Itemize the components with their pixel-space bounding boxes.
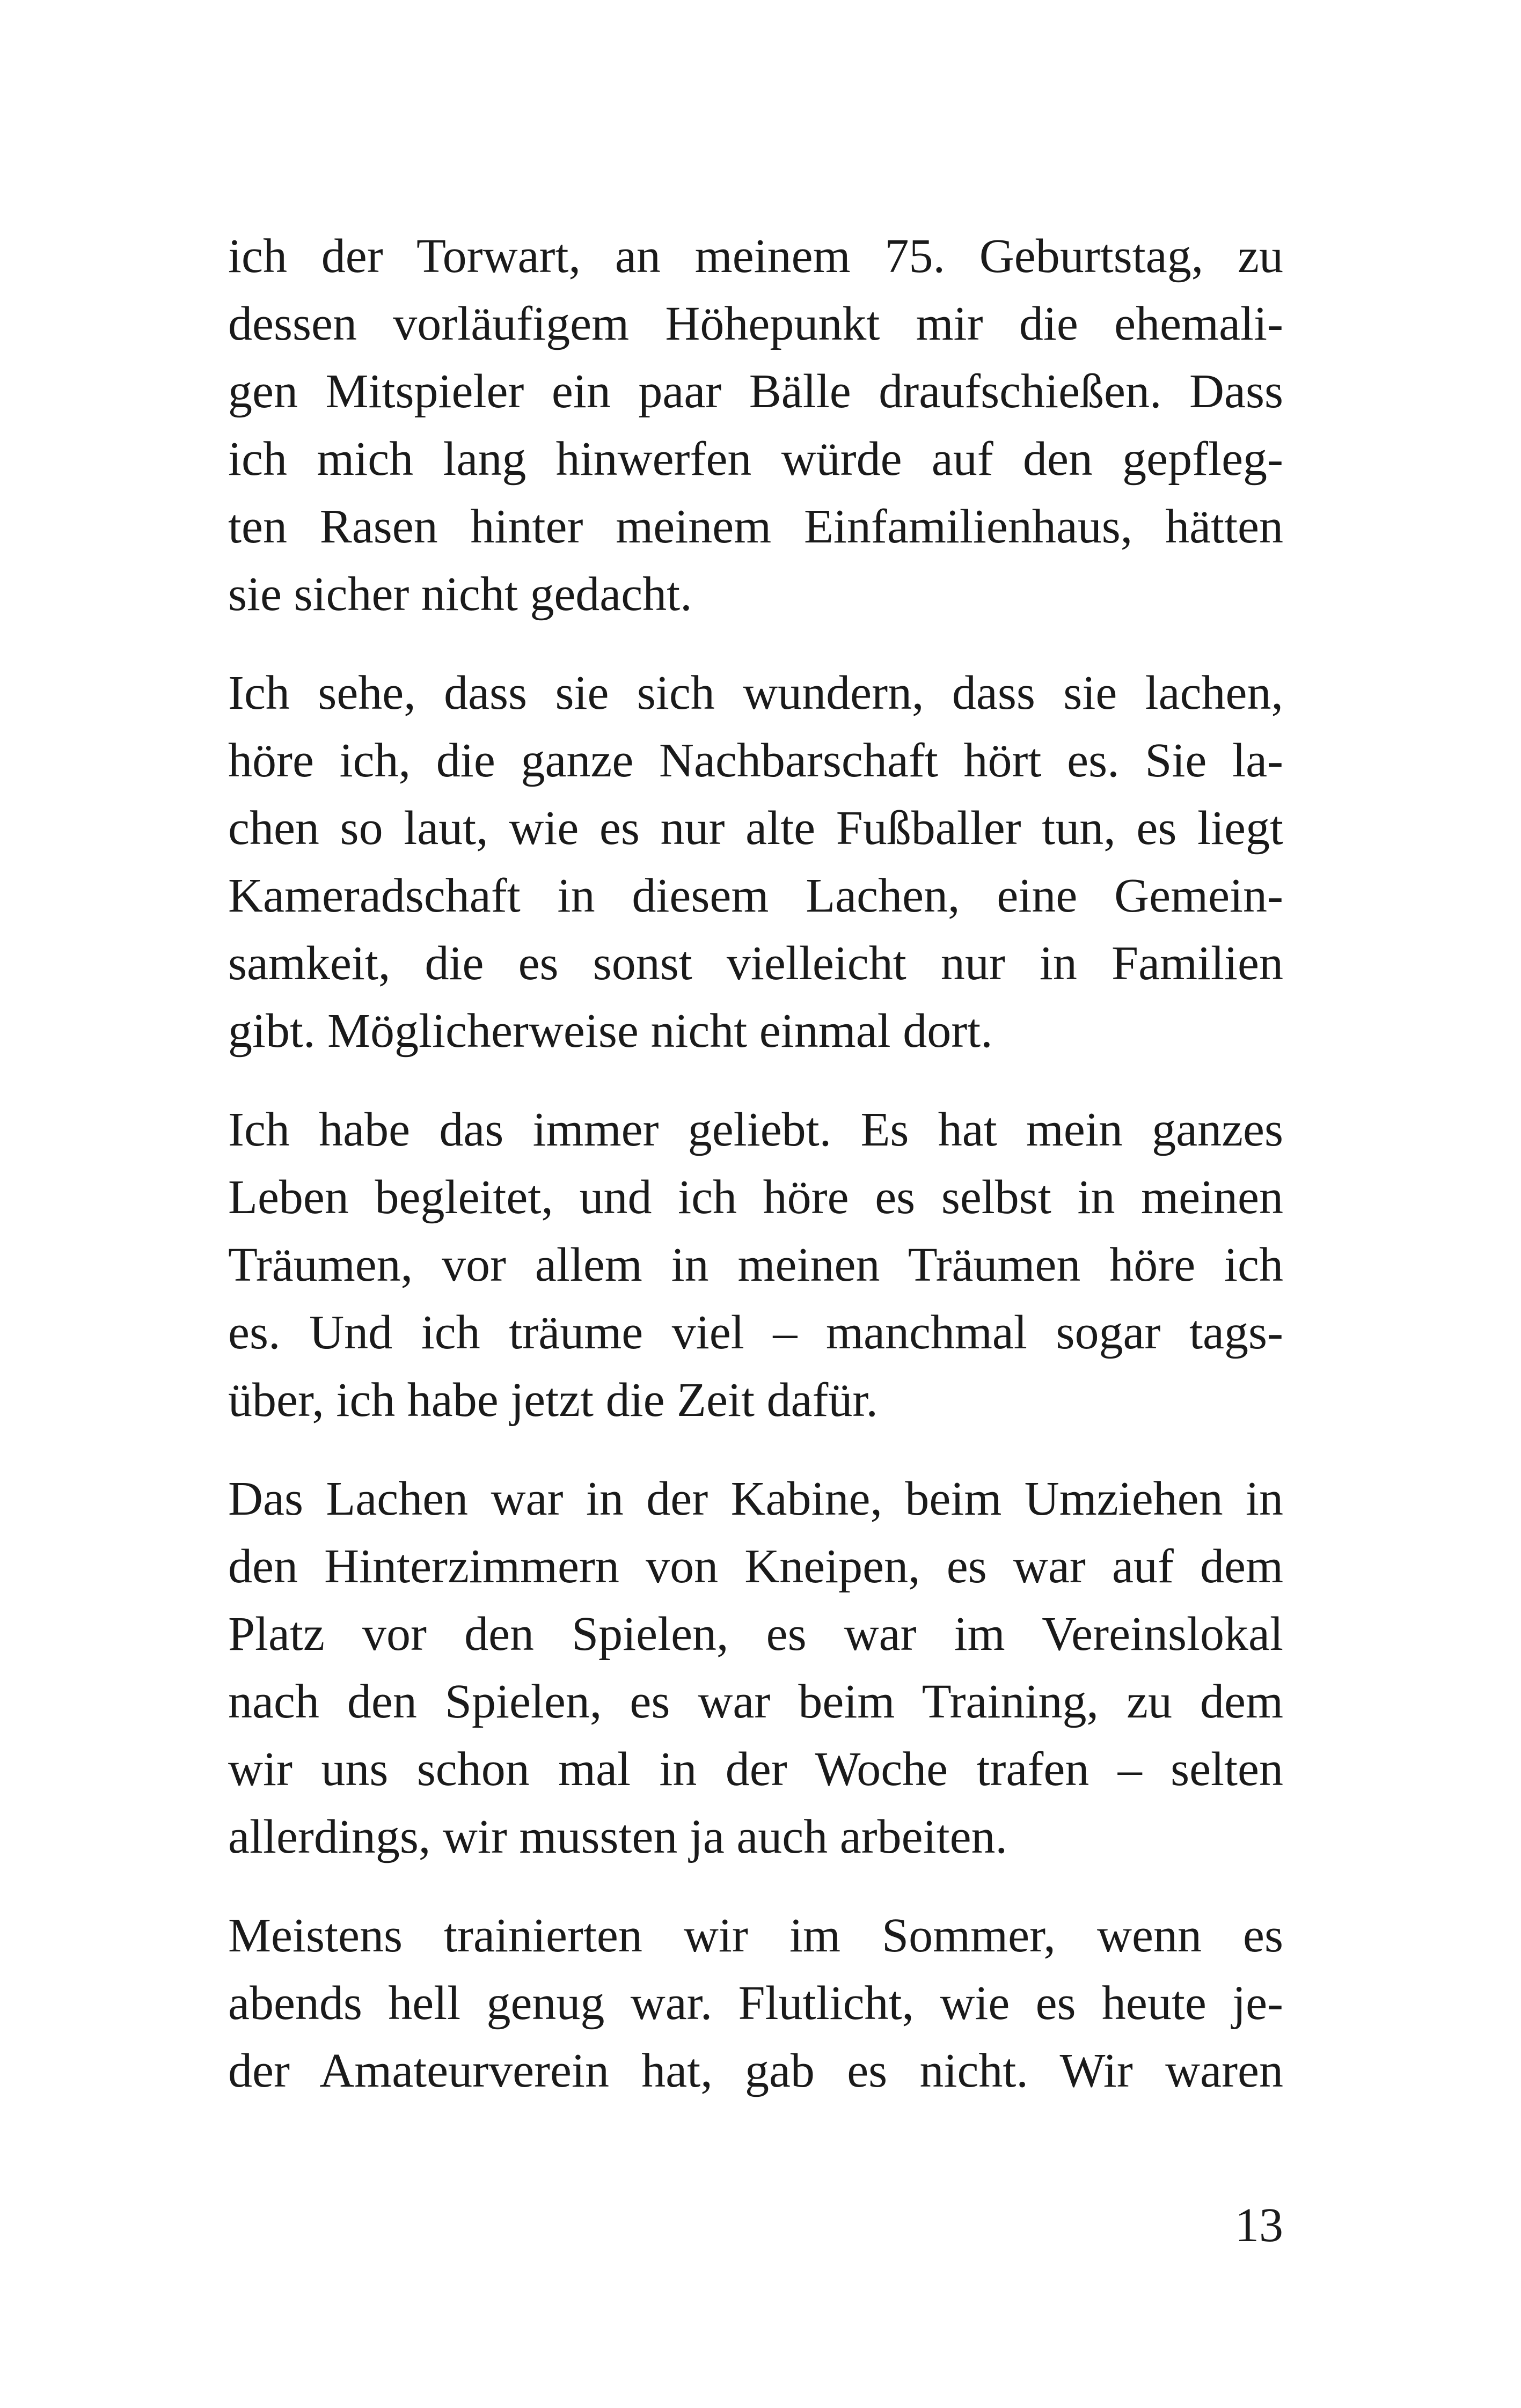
paragraph: [228, 1096, 1283, 1434]
text-line: den Hinterzimmern von Kneipen, es war auf dem: [228, 1540, 1283, 1593]
text-line: über, ich habe jetzt die Zeit dafür.: [228, 1374, 878, 1427]
text-line: allerdings, wir mussten ja auch arbeiten.: [228, 1810, 1008, 1863]
text-line: samkeit, die es sonst vielleicht nur in Familien: [228, 937, 1283, 990]
text-line: Kameradschaft in diesem Lachen, eine Gemein-: [228, 869, 1283, 922]
text-line: ich der Torwart, an meinem 75. Geburtstag, zu: [228, 230, 1283, 283]
paragraph: [228, 1902, 1283, 2105]
text-line: gibt. Möglicherweise nicht einmal dort.: [228, 1004, 993, 1058]
text-line: Platz vor den Spielen, es war im Vereinslokal: [228, 1607, 1283, 1661]
page-number: 13: [1235, 2199, 1283, 2252]
text-line: dessen vorläufigem Höhepunkt mir die ehemali-: [228, 297, 1283, 350]
text-line: Träumen, vor allem in meinen Träumen höre ich: [228, 1238, 1283, 1291]
text-line: Das Lachen war in der Kabine, beim Umziehen in: [228, 1472, 1283, 1525]
text-line: wir uns schon mal in der Woche trafen – selten: [228, 1743, 1283, 1796]
text-line: chen so laut, wie es nur alte Fußballer tun, es liegt: [228, 802, 1283, 855]
text-line: ich mich lang hinwerfen würde auf den gepfleg-: [228, 432, 1283, 486]
text-line: Leben begleitet, und ich höre es selbst in meinen: [228, 1171, 1283, 1224]
text-line: gen Mitspieler ein paar Bälle draufschießen. Dass: [228, 365, 1283, 418]
text-line: Ich habe das immer geliebt. Es hat mein ganzes: [228, 1103, 1283, 1156]
text-line: es. Und ich träume viel – manchmal sogar tags-: [228, 1306, 1283, 1359]
body-text: [228, 223, 1283, 2136]
text-line: sie sicher nicht gedacht.: [228, 568, 692, 621]
text-line: Ich sehe, dass sie sich wundern, dass sie lachen,: [228, 666, 1283, 720]
text-line: Meistens trainierten wir im Sommer, wenn es: [228, 1909, 1283, 1962]
text-line: abends hell genug war. Flutlicht, wie es heute je-: [228, 1977, 1283, 2030]
paragraph: [228, 1465, 1283, 1871]
text-line: ten Rasen hinter meinem Einfamilienhaus, hätten: [228, 500, 1283, 553]
text-line: der Amateurverein hat, gab es nicht. Wir waren: [228, 2044, 1283, 2097]
paragraph: [228, 659, 1283, 1065]
text-line: höre ich, die ganze Nachbarschaft hört es. Sie la-: [228, 734, 1283, 787]
text-line: nach den Spielen, es war beim Training, zu dem: [228, 1675, 1283, 1728]
paragraph: [228, 223, 1283, 628]
